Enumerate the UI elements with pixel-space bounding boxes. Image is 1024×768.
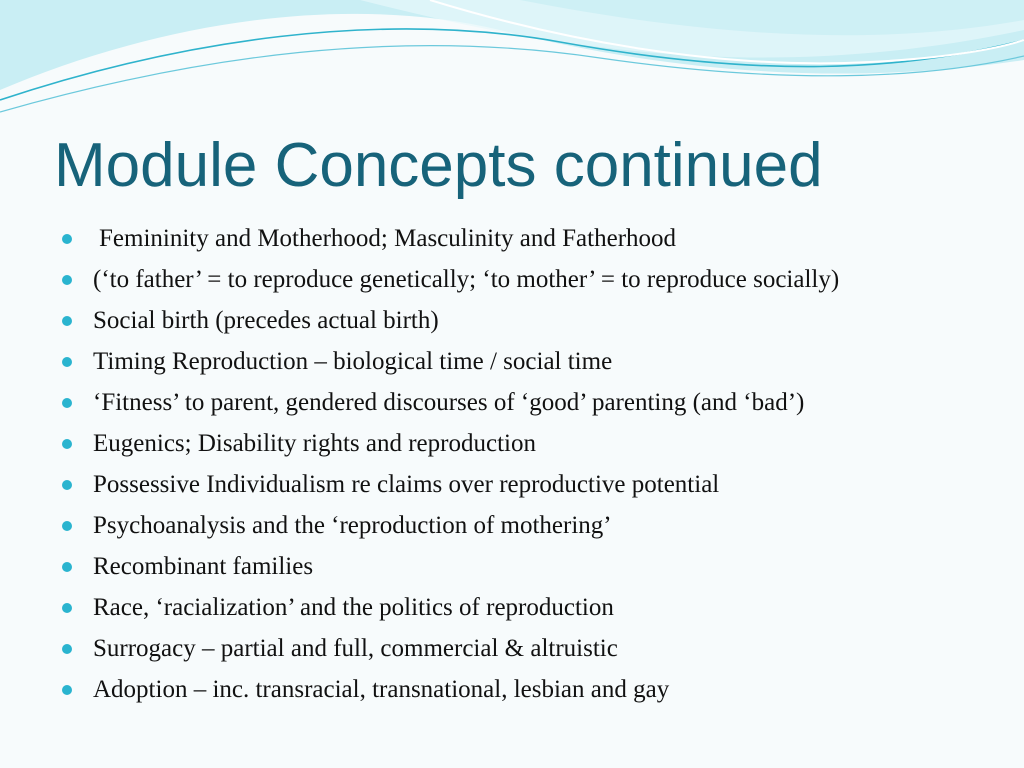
bullet-text: Eugenics; Disability rights and reproduction — [93, 430, 536, 457]
bullet-item — [62, 263, 962, 297]
bullet-dot-icon — [62, 521, 72, 531]
bullet-text: Race, ‘racialization’ and the politics of reproduction — [93, 594, 614, 621]
bullet-text: Recombinant families — [93, 553, 314, 580]
bullet-item — [62, 427, 962, 461]
header-wave-decoration — [0, 0, 1024, 120]
bullet-text: Femininity and Motherhood; Masculinity and Fatherhood — [99, 225, 677, 252]
bullet-item — [62, 386, 962, 420]
bullet-dot-icon — [62, 439, 72, 449]
bullet-dot-icon — [62, 398, 72, 408]
bullet-dot-icon — [62, 480, 72, 490]
bullet-dot-icon — [62, 562, 72, 572]
bullet-item — [62, 222, 962, 256]
bullet-item — [62, 632, 962, 666]
bullet-dot-icon — [62, 685, 72, 695]
bullet-item — [62, 468, 962, 502]
bullet-dot-icon — [62, 603, 72, 613]
bullet-text: Social birth (precedes actual birth) — [93, 307, 439, 334]
bullet-item — [62, 550, 962, 584]
bullet-text: ‘Fitness’ to parent, gendered discourses of ‘good’ parenting (and ‘bad’) — [93, 389, 805, 416]
bullet-item — [62, 673, 962, 707]
bullet-item — [62, 509, 962, 543]
bullet-text: Timing Reproduction – biological time / social time — [93, 348, 613, 375]
bullet-dot-icon — [62, 644, 72, 654]
bullet-text: (‘to father’ = to reproduce genetically; ‘to mother’ = to reproduce socially) — [93, 266, 840, 293]
bullet-text: Psychoanalysis and the ‘reproduction of mothering’ — [93, 512, 612, 539]
bullet-dot-icon — [62, 234, 72, 244]
bullet-list — [62, 222, 962, 714]
bullet-text: Adoption – inc. transracial, transnational, lesbian and gay — [93, 676, 670, 703]
bullet-item — [62, 345, 962, 379]
bullet-dot-icon — [62, 357, 72, 367]
bullet-item — [62, 304, 962, 338]
bullet-dot-icon — [62, 275, 72, 285]
slide-title: Module Concepts continued — [54, 131, 823, 200]
bullet-text: Surrogacy – partial and full, commercial & altruistic — [93, 635, 618, 662]
bullet-text: Possessive Individualism re claims over reproductive potential — [93, 471, 720, 498]
bullet-item — [62, 591, 962, 625]
bullet-dot-icon — [62, 316, 72, 326]
